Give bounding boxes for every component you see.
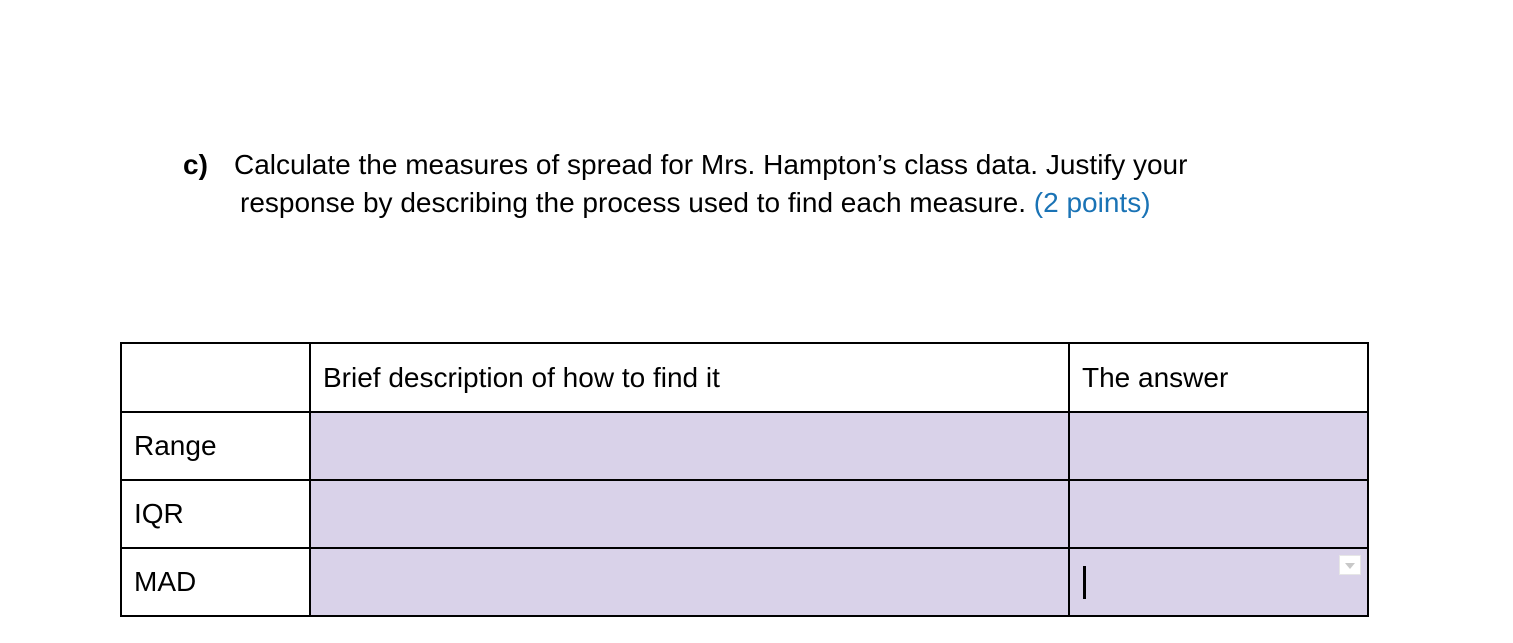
row-label-mad[interactable]: MAD — [121, 548, 310, 616]
mad-description-cell[interactable] — [310, 548, 1069, 616]
range-answer-cell[interactable] — [1069, 412, 1368, 480]
question-label: c) — [183, 149, 208, 180]
table-row-mad — [121, 548, 1368, 616]
iqr-description-cell[interactable] — [310, 480, 1069, 548]
chevron-down-icon[interactable] — [1339, 555, 1361, 575]
row-label-iqr[interactable]: IQR — [121, 480, 310, 548]
question-line-1 — [183, 146, 1333, 184]
points-label: (2 points) — [1033, 187, 1151, 218]
question-text-line-2: response by describing the process used to find each measure. — [240, 187, 1034, 218]
table-row-range — [121, 412, 1368, 480]
table-header-row — [121, 343, 1368, 412]
question-line-2 — [183, 184, 1333, 222]
question-text-line-1: Calculate the measures of spread for Mrs. Hampton’s class data. Justify your — [234, 149, 1188, 180]
text-cursor — [1083, 566, 1086, 599]
header-description[interactable]: Brief description of how to find it — [310, 343, 1069, 412]
iqr-answer-cell[interactable] — [1069, 480, 1368, 548]
mad-answer-cell[interactable] — [1069, 548, 1368, 616]
measures-of-spread-table — [120, 342, 1369, 617]
header-empty-cell[interactable] — [121, 343, 310, 412]
question-c — [183, 146, 1333, 222]
range-description-cell[interactable] — [310, 412, 1069, 480]
table-row-iqr — [121, 480, 1368, 548]
row-label-range[interactable]: Range — [121, 412, 310, 480]
header-answer[interactable]: The answer — [1069, 343, 1368, 412]
